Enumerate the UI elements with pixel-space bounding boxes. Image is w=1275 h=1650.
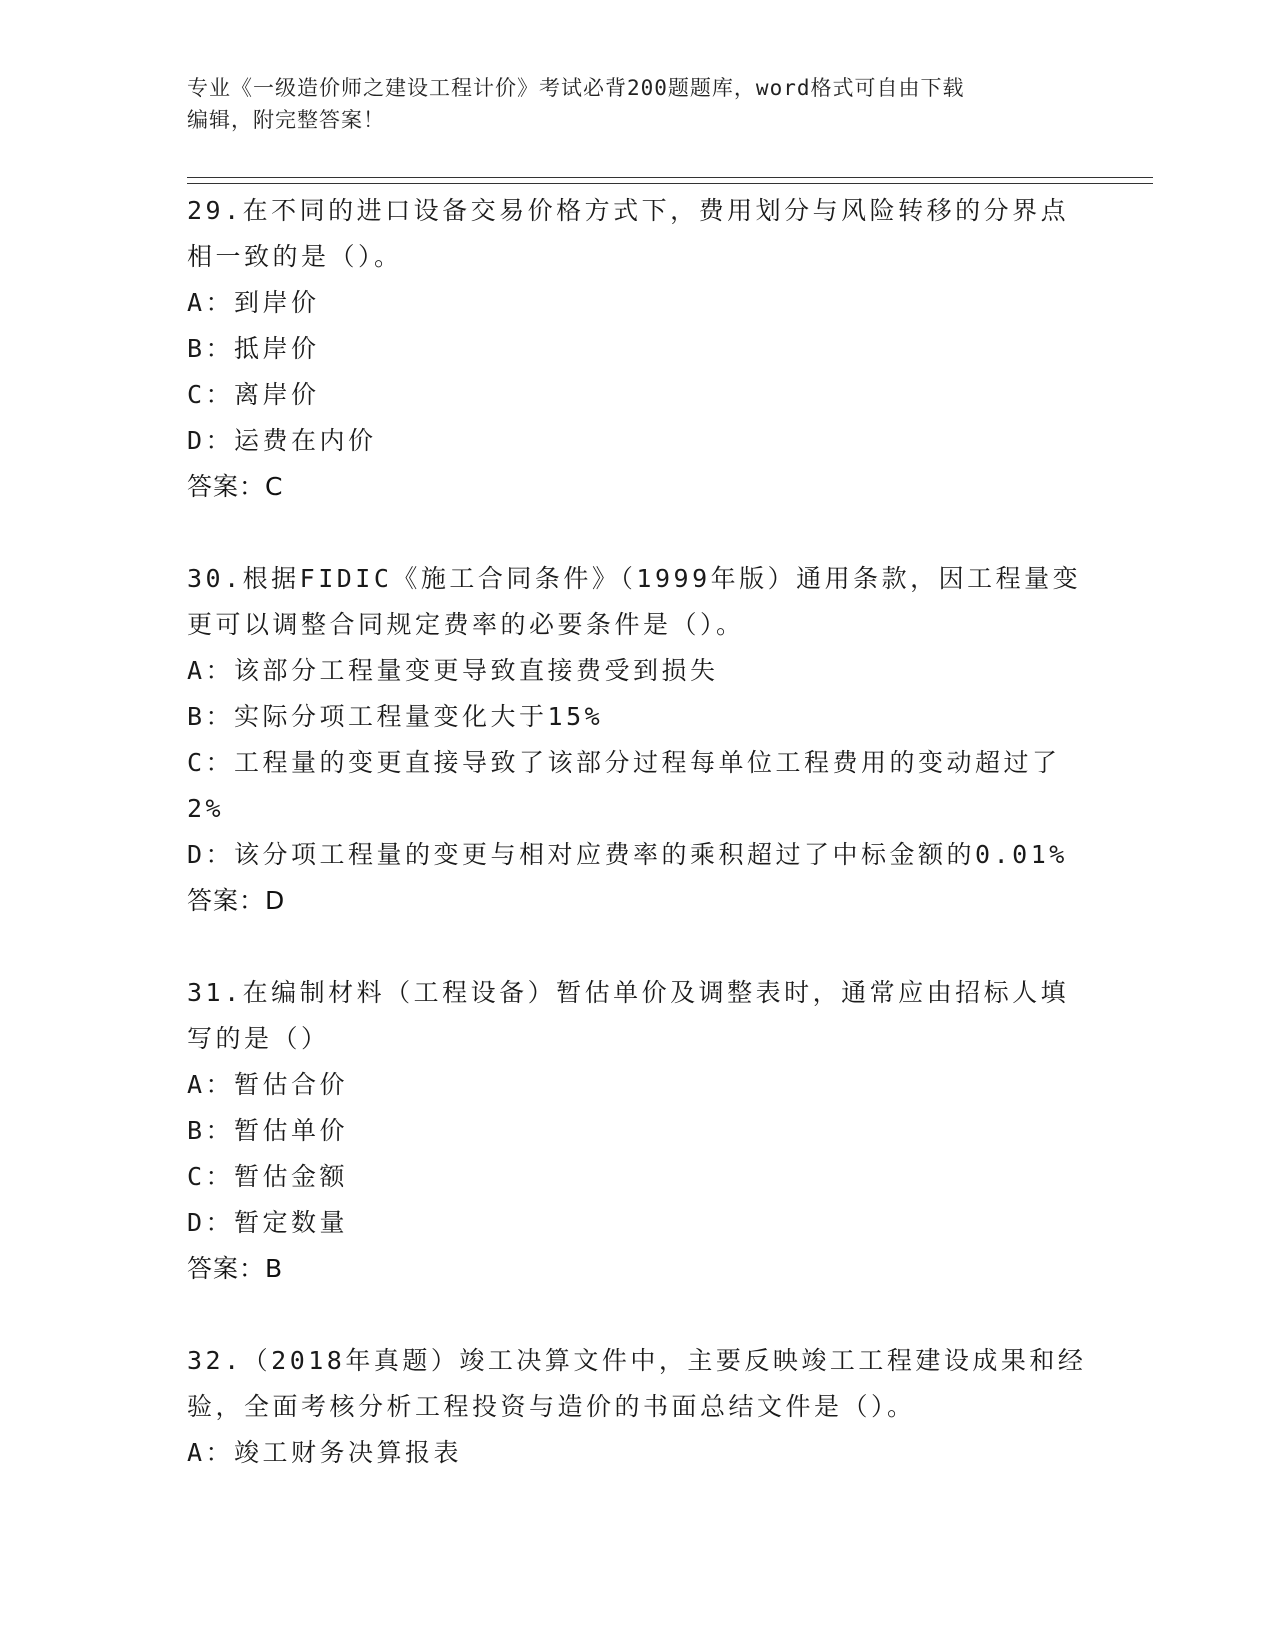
question-list	[187, 188, 1087, 1476]
option-b: B：抵岸价	[187, 334, 320, 363]
header-rule-bottom	[187, 183, 1153, 184]
option-b: B：暂估单价	[187, 1116, 349, 1145]
answer: 答案：C	[187, 472, 284, 501]
question-29	[187, 188, 1087, 510]
option-d: D：该分项工程量的变更与相对应费率的乘积超过了中标金额的0.01%	[187, 840, 1068, 869]
header-line-2: 编辑，附完整答案！	[187, 108, 385, 132]
header-rule-top	[187, 177, 1153, 178]
answer: 答案：D	[187, 886, 286, 915]
header-line-1: 专业《一级造价师之建设工程计价》考试必背200题题库，word格式可自由下载	[187, 76, 965, 100]
option-a: A：到岸价	[187, 288, 320, 317]
option-c-continued: 2%	[187, 794, 225, 823]
document-header	[187, 72, 1067, 136]
option-a: A：该部分工程量变更导致直接费受到损失	[187, 656, 719, 685]
question-text: 32.（2018年真题）竣工决算文件中，主要反映竣工工程建设成果和经	[187, 1346, 1087, 1375]
option-a: A：暂估合价	[187, 1070, 349, 1099]
option-c: C：离岸价	[187, 380, 320, 409]
option-a: A：竣工财务决算报表	[187, 1438, 463, 1467]
answer: 答案：B	[187, 1254, 284, 1283]
question-text: 相一致的是（）。	[187, 242, 403, 271]
option-d: D：暂定数量	[187, 1208, 349, 1237]
option-d: D：运费在内价	[187, 426, 377, 455]
spacer	[187, 1292, 1087, 1338]
question-32	[187, 1338, 1087, 1476]
spacer	[187, 510, 1087, 556]
spacer	[187, 924, 1087, 970]
question-text: 30.根据FIDIC《施工合同条件》（1999年版）通用条款，因工程量变	[187, 564, 1082, 593]
question-text: 写的是（）	[187, 1024, 330, 1053]
option-c: C：工程量的变更直接导致了该部分过程每单位工程费用的变动超过了	[187, 748, 1061, 777]
option-c: C：暂估金额	[187, 1162, 349, 1191]
question-text: 更可以调整合同规定费率的必要条件是（）。	[187, 610, 745, 639]
question-text: 29.在不同的进口设备交易价格方式下，费用划分与风险转移的分界点	[187, 196, 1070, 225]
question-text: 验，全面考核分析工程投资与造价的书面总结文件是（）。	[187, 1392, 916, 1421]
question-31	[187, 970, 1087, 1292]
question-text: 31.在编制材料（工程设备）暂估单价及调整表时，通常应由招标人填	[187, 978, 1070, 1007]
question-30	[187, 556, 1087, 924]
option-b: B：实际分项工程量变化大于15%	[187, 702, 604, 731]
